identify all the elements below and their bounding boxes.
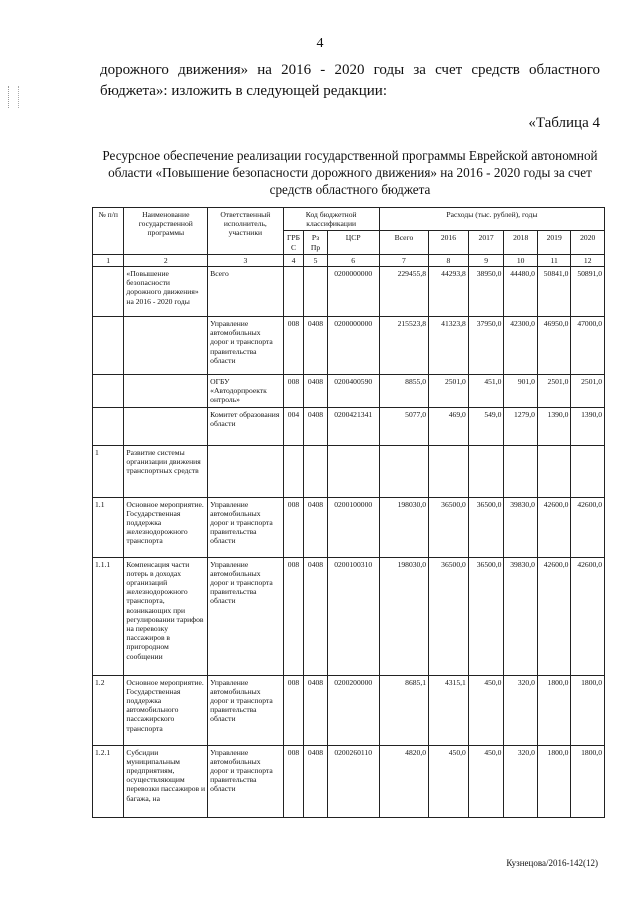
table-row: [93, 675, 605, 745]
cell-grbs: 008: [283, 675, 304, 745]
table-row: [93, 497, 605, 557]
cell-y2017: 450,0: [468, 745, 504, 817]
cell-total: 215523,8: [379, 317, 428, 375]
header-2016: 2016: [429, 231, 469, 254]
table-row: [93, 375, 605, 408]
intro-word: 2020: [334, 62, 365, 78]
footer-reference: Кузнецова/2016-142(12): [506, 858, 598, 868]
cell-csr: 0200000000: [327, 317, 379, 375]
header-grbs: ГРБС: [283, 231, 304, 254]
cell-total: [379, 445, 428, 497]
header-executor: Ответственный исполнитель, участники: [208, 208, 283, 255]
cell-grbs: [283, 267, 304, 317]
header-row-1: [93, 208, 605, 231]
cell-y2018: 39830,0: [504, 497, 538, 557]
column-index-cell: 11: [537, 254, 571, 266]
table-row: [93, 407, 605, 445]
cell-name: Основное мероприятие. Государственная поддержка железнодорожного транспорта: [124, 497, 208, 557]
cell-y2020: 50891,0: [571, 267, 605, 317]
cell-num: 1.2.1: [93, 745, 124, 817]
cell-y2020: 1800,0: [571, 745, 605, 817]
cell-grbs: 008: [283, 375, 304, 408]
header-num: № п/п: [93, 208, 124, 255]
cell-y2016: 469,0: [429, 407, 469, 445]
cell-y2016: 450,0: [429, 745, 469, 817]
cell-y2017: 36500,0: [468, 557, 504, 675]
cell-grbs: 008: [283, 745, 304, 817]
intro-word: дорожного: [100, 62, 169, 78]
cell-rzpr: 0408: [304, 317, 327, 375]
cell-y2017: 36500,0: [468, 497, 504, 557]
cell-num: [93, 375, 124, 408]
column-index-cell: 6: [327, 254, 379, 266]
table-row: [93, 445, 605, 497]
intro-word: годы: [373, 62, 405, 78]
cell-name: Субсидии муниципальным предприятиям, осуществляющим перевозки пассажиров и багажа, на: [124, 745, 208, 817]
cell-rzpr: 0408: [304, 497, 327, 557]
table-row: [93, 745, 605, 817]
cell-executor: Комитет образования области: [208, 407, 283, 445]
column-index-cell: 10: [504, 254, 538, 266]
table-row: [93, 317, 605, 375]
table-row: [93, 557, 605, 675]
cell-total: 8685,1: [379, 675, 428, 745]
cell-rzpr: 0408: [304, 557, 327, 675]
cell-num: [93, 267, 124, 317]
cell-y2017: 38950,0: [468, 267, 504, 317]
column-index-cell: 3: [208, 254, 283, 266]
cell-y2017: 451,0: [468, 375, 504, 408]
header-2017: 2017: [468, 231, 504, 254]
column-index-row: [93, 254, 605, 266]
header-2020: 2020: [571, 231, 605, 254]
cell-y2020: 2501,0: [571, 375, 605, 408]
cell-y2016: 44293,8: [429, 267, 469, 317]
cell-y2018: 39830,0: [504, 557, 538, 675]
cell-name: «Повышение безопасности дорожного движения» на 2016 - 2020 годы: [124, 267, 208, 317]
cell-executor: Управление автомобильных дорог и транспорта правительства области: [208, 317, 283, 375]
cell-y2018: [504, 445, 538, 497]
cell-name: [124, 375, 208, 408]
cell-y2019: 2501,0: [537, 375, 571, 408]
column-index-cell: 8: [429, 254, 469, 266]
cell-rzpr: 0408: [304, 407, 327, 445]
column-index-cell: 7: [379, 254, 428, 266]
cell-y2019: [537, 445, 571, 497]
header-total: Всего: [379, 231, 428, 254]
cell-rzpr: [304, 445, 327, 497]
header-name: Наименование государственной программы: [124, 208, 208, 255]
cell-y2020: 42600,0: [571, 497, 605, 557]
header-csr: ЦСР: [327, 231, 379, 254]
cell-name: [124, 317, 208, 375]
intro-word: -: [320, 62, 326, 78]
cell-executor: Управление автомобильных дорог и транспорта правительства области: [208, 675, 283, 745]
cell-y2019: 50841,0: [537, 267, 571, 317]
cell-csr: 0200100310: [327, 557, 379, 675]
cell-y2017: 450,0: [468, 675, 504, 745]
intro-paragraph: [100, 60, 600, 102]
intro-line-1: [100, 60, 600, 81]
cell-rzpr: [304, 267, 327, 317]
column-index-cell: 4: [283, 254, 304, 266]
cell-y2016: 36500,0: [429, 497, 469, 557]
cell-y2019: 46950,0: [537, 317, 571, 375]
cell-y2019: 42600,0: [537, 497, 571, 557]
cell-y2020: 1390,0: [571, 407, 605, 445]
cell-executor: Управление автомобильных дорог и транспорта правительства области: [208, 745, 283, 817]
cell-y2020: [571, 445, 605, 497]
cell-y2019: 1800,0: [537, 745, 571, 817]
cell-csr: [327, 445, 379, 497]
table-row: [93, 267, 605, 317]
cell-y2018: 320,0: [504, 675, 538, 745]
cell-y2016: 41323,8: [429, 317, 469, 375]
cell-executor: Управление автомобильных дорог и транспорта правительства области: [208, 557, 283, 675]
cell-executor: [208, 445, 283, 497]
column-index-cell: 1: [93, 254, 124, 266]
cell-num: [93, 407, 124, 445]
header-2019: 2019: [537, 231, 571, 254]
cell-num: 1.1.1: [93, 557, 124, 675]
column-index-cell: 5: [304, 254, 327, 266]
table-body: [93, 267, 605, 818]
budget-table: [92, 207, 605, 818]
cell-y2019: 1390,0: [537, 407, 571, 445]
cell-y2016: 2501,0: [429, 375, 469, 408]
intro-word: средств: [471, 62, 520, 78]
cell-executor: Управление автомобильных дорог и транспорта правительства области: [208, 497, 283, 557]
cell-total: 8855,0: [379, 375, 428, 408]
cell-total: 229455,8: [379, 267, 428, 317]
cell-csr: 0200000000: [327, 267, 379, 317]
cell-num: [93, 317, 124, 375]
table-heading: Ресурсное обеспечение реализации государственной программы Еврейской автономной области «Повышение безопасности дорожного движения» на 2016 - 2020 годы за счет средств областного бюджета: [102, 148, 598, 197]
cell-grbs: 008: [283, 497, 304, 557]
cell-y2019: 42600,0: [537, 557, 571, 675]
cell-y2018: 901,0: [504, 375, 538, 408]
margin-stamp-mark: [8, 86, 19, 108]
header-2018: 2018: [504, 231, 538, 254]
column-index-cell: 2: [124, 254, 208, 266]
page-number: 4: [316, 36, 324, 51]
cell-y2016: 36500,0: [429, 557, 469, 675]
header-expenses-group: Расходы (тыс. рублей), годы: [379, 208, 604, 231]
cell-y2017: 549,0: [468, 407, 504, 445]
cell-total: 198030,0: [379, 497, 428, 557]
cell-num: 1.1: [93, 497, 124, 557]
cell-executor: ОГБУ «Автодорпроектк онтроль»: [208, 375, 283, 408]
intro-word: 2016: [281, 62, 312, 78]
cell-y2017: [468, 445, 504, 497]
cell-grbs: 008: [283, 317, 304, 375]
intro-word: за: [413, 62, 426, 78]
cell-y2020: 47000,0: [571, 317, 605, 375]
cell-y2018: 44480,0: [504, 267, 538, 317]
cell-grbs: [283, 445, 304, 497]
cell-y2020: 1800,0: [571, 675, 605, 745]
cell-name: Развитие системы организации движения транспортных средств: [124, 445, 208, 497]
header-code-group: Код бюджетной классификации: [283, 208, 379, 231]
cell-csr: 0200421341: [327, 407, 379, 445]
column-index-cell: 12: [571, 254, 605, 266]
cell-num: 1.2: [93, 675, 124, 745]
cell-csr: 0200200000: [327, 675, 379, 745]
cell-total: 5077,0: [379, 407, 428, 445]
cell-csr: 0200260110: [327, 745, 379, 817]
cell-y2017: 37950,0: [468, 317, 504, 375]
cell-y2018: 320,0: [504, 745, 538, 817]
table-label: «Таблица 4: [528, 115, 600, 131]
cell-grbs: 004: [283, 407, 304, 445]
intro-word: на: [257, 62, 272, 78]
cell-y2018: 42300,0: [504, 317, 538, 375]
cell-total: 4820,0: [379, 745, 428, 817]
cell-y2016: 4315,1: [429, 675, 469, 745]
column-index-cell: 9: [468, 254, 504, 266]
cell-csr: 0200400590: [327, 375, 379, 408]
cell-name: [124, 407, 208, 445]
cell-rzpr: 0408: [304, 375, 327, 408]
intro-word: счет: [435, 62, 463, 78]
intro-word: областного: [529, 62, 600, 78]
cell-rzpr: 0408: [304, 675, 327, 745]
header-rzpr: Рз Пр: [304, 231, 327, 254]
cell-total: 198030,0: [379, 557, 428, 675]
cell-num: 1: [93, 445, 124, 497]
cell-name: Основное мероприятие. Государственная поддержка автомобильного пассажирского транспорта: [124, 675, 208, 745]
cell-y2019: 1800,0: [537, 675, 571, 745]
cell-y2016: [429, 445, 469, 497]
intro-line-2: бюджета»: изложить в следующей редакции:: [100, 83, 387, 99]
cell-rzpr: 0408: [304, 745, 327, 817]
cell-y2020: 42600,0: [571, 557, 605, 675]
cell-y2018: 1279,0: [504, 407, 538, 445]
cell-executor: Всего: [208, 267, 283, 317]
intro-word: движения»: [178, 62, 249, 78]
cell-csr: 0200100000: [327, 497, 379, 557]
cell-name: Компенсация части потерь в доходах организаций железнодорожного транспорта, возникающих при регулировании тарифов на перевозку пассажиров в пригородном сообщении: [124, 557, 208, 675]
cell-grbs: 008: [283, 557, 304, 675]
